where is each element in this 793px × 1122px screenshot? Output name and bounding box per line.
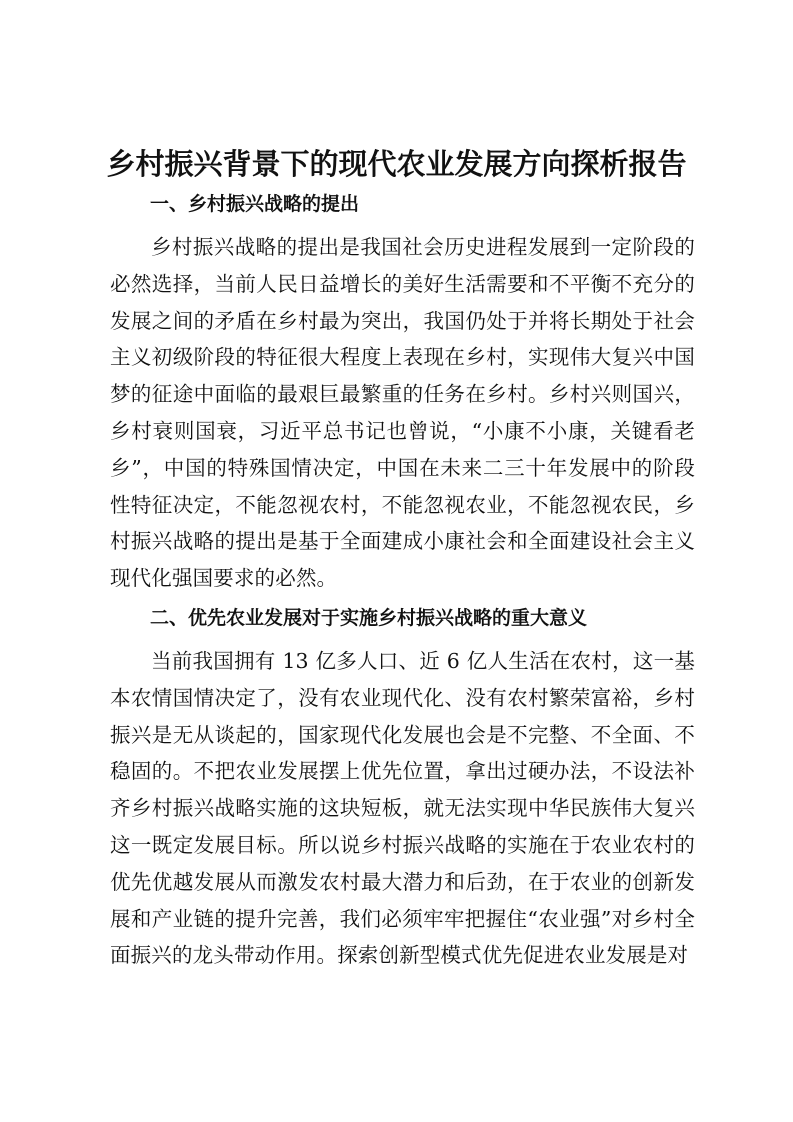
section-heading-1: 一、乡村振兴战略的提出 bbox=[150, 193, 360, 215]
section-paragraph-2: 当前我国拥有 13 亿多人口、近 6 亿人生活在农村，这一基本农情国情决定了，没有农业现代化、没有农村繁荣富裕，乡村振兴是无从谈起的，国家现代化发展也会是不完整、不全面、不稳固的。不把农业发展摆上优先位置，拿出过硬办法，不设法补齐乡村振兴战略实施的这块短板，就无法实现中华民族伟大复兴这一既定发展目标。所以说乡村振兴战略的实施在于农业农村的优先优越发展从而激发农村最大潜力和后劲，在于农业的创新发展和产业链的提升完善，我们必须牢牢把握住“农业强”对乡村全面振兴的龙头带动作用。探索创新型模式优先促进农业发展是对 bbox=[110, 649, 695, 968]
section-heading-2: 二、优先农业发展对于实施乡村振兴战略的重大意义 bbox=[150, 607, 588, 629]
section-paragraph-1: 乡村振兴战略的提出是我国社会历史进程发展到一定阶段的必然选择，当前人民日益增长的美好生活需要和不平衡不充分的发展之间的矛盾在乡村最为突出，我国仍处于并将长期处于社会主义初级阶段的特征很大程度上表现在乡村，实现伟大复兴中国梦的征途中面临的最艰巨最繁重的任务在乡村。乡村兴则国兴，乡村衰则国衰，习近平总书记也曾说，“小康不小康，关键看老乡”，中国的特殊国情决定，中国在未来二三十年发展中的阶段性特征决定，不能忽视农村，不能忽视农业，不能忽视农民，乡村振兴战略的提出是基于全面建成小康社会和全面建设社会主义现代化强国要求的必然。 bbox=[110, 235, 695, 591]
document-title: 乡村振兴背景下的现代农业发展方向探析报告 bbox=[106, 147, 687, 181]
